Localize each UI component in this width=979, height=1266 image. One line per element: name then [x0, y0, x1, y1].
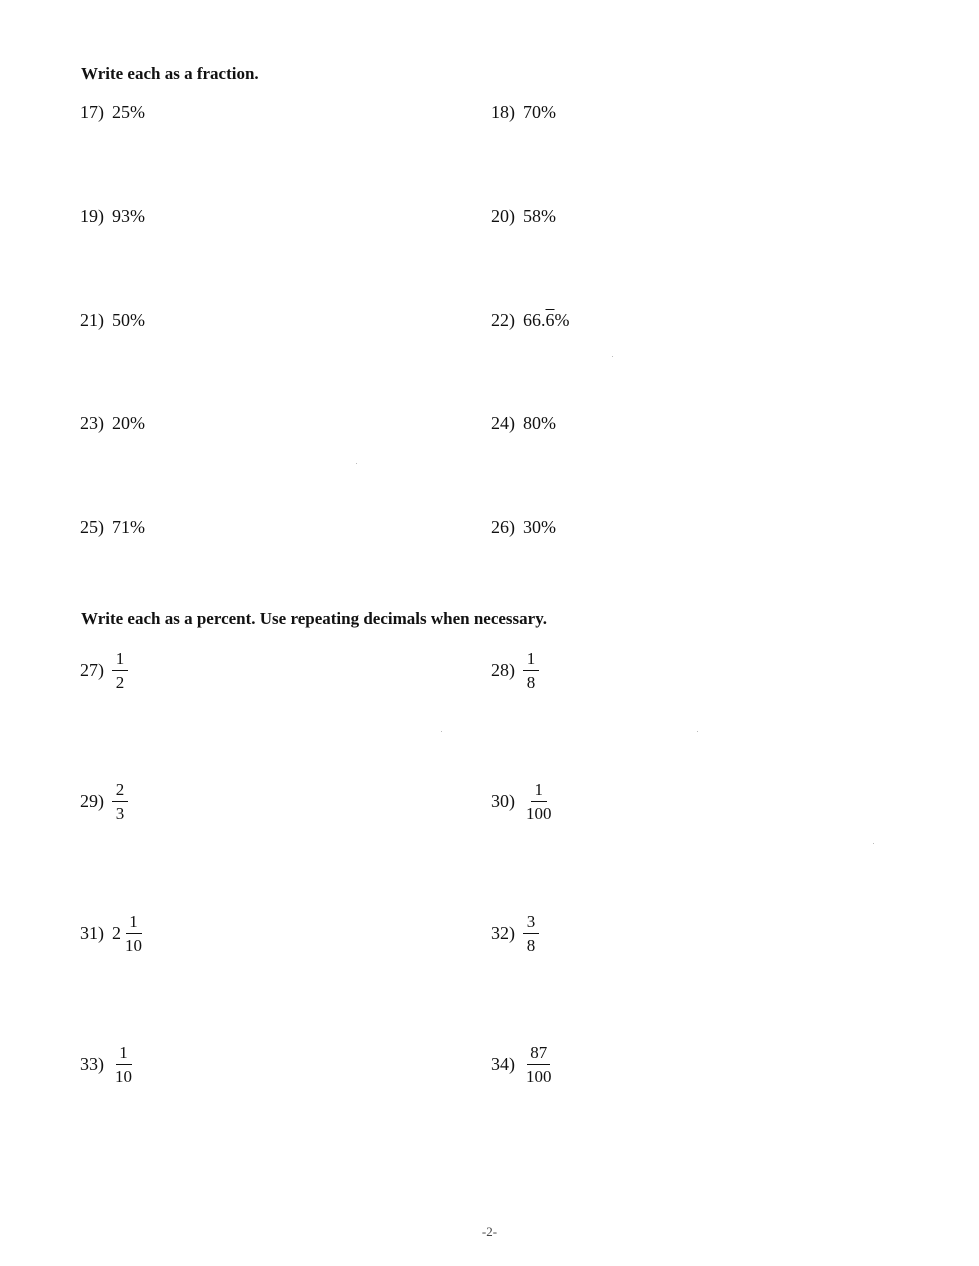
- problem-number: 19): [80, 206, 104, 226]
- numerator: 1: [116, 1044, 132, 1065]
- value-suffix: %: [554, 310, 570, 330]
- page-number: -2-: [481, 1224, 498, 1239]
- numerator: 2: [112, 781, 128, 802]
- problem-number: 28): [491, 660, 515, 680]
- problem-number: 33): [80, 1054, 104, 1074]
- problem-32: [491, 913, 539, 954]
- denominator: 10: [125, 936, 142, 955]
- scan-speck: [356, 463, 357, 464]
- problem-18: [491, 102, 556, 123]
- problem-23: [80, 413, 145, 434]
- scan-speck: [612, 356, 613, 357]
- problem-21: [80, 310, 145, 331]
- numerator: 3: [523, 913, 539, 934]
- problem-22: [491, 310, 570, 331]
- problem-26: [491, 517, 556, 538]
- problem-value: 30%: [523, 517, 556, 537]
- problem-17: [80, 102, 145, 123]
- denominator: 2: [115, 673, 125, 692]
- problem-value: 71%: [112, 517, 145, 537]
- problem-number: 21): [80, 310, 104, 330]
- fraction: [523, 1044, 555, 1085]
- value-prefix: 66.: [523, 310, 546, 330]
- denominator: 8: [526, 936, 536, 955]
- scan-speck: [873, 843, 874, 844]
- fraction: [122, 913, 145, 954]
- problem-34: [491, 1044, 555, 1085]
- denominator: 8: [526, 673, 536, 692]
- problem-number: 32): [491, 923, 515, 943]
- problem-30: [491, 781, 555, 822]
- problem-number: 29): [80, 791, 104, 811]
- denominator: 3: [115, 804, 125, 823]
- scan-speck: [697, 731, 698, 732]
- numerator: 1: [523, 650, 539, 671]
- section1-instruction: Write each as a fraction.: [81, 64, 259, 83]
- numerator: 1: [531, 781, 547, 802]
- problem-24: [491, 413, 556, 434]
- problem-value: 70%: [523, 102, 556, 122]
- problem-31: [80, 913, 145, 954]
- problem-value: [523, 310, 570, 331]
- problem-number: 25): [80, 517, 104, 537]
- problem-number: 20): [491, 206, 515, 226]
- problem-value: 25%: [112, 102, 145, 122]
- problem-value: 58%: [523, 206, 556, 226]
- problem-number: 31): [80, 923, 104, 943]
- problem-value: 93%: [112, 206, 145, 226]
- problem-20: [491, 206, 556, 227]
- fraction: [112, 781, 128, 822]
- problem-33: [80, 1044, 135, 1085]
- numerator: 1: [126, 913, 142, 934]
- denominator: 100: [526, 804, 552, 823]
- problem-number: 23): [80, 413, 104, 433]
- problem-number: 27): [80, 660, 104, 680]
- problem-number: 24): [491, 413, 515, 433]
- numerator: 87: [527, 1044, 550, 1065]
- problem-number: 18): [491, 102, 515, 122]
- section2-instruction: Write each as a percent. Use repeating decimals when necessary.: [81, 609, 548, 628]
- problem-number: 17): [80, 102, 104, 122]
- whole-number: 2: [112, 923, 121, 943]
- fraction: [523, 650, 539, 691]
- scan-speck: [441, 731, 442, 732]
- fraction: [112, 1044, 135, 1085]
- problem-29: [80, 781, 128, 822]
- problem-25: [80, 517, 145, 538]
- problem-19: [80, 206, 145, 227]
- problem-number: 30): [491, 791, 515, 811]
- fraction: [523, 781, 555, 822]
- problem-27: [80, 650, 128, 691]
- repeating-digit: 6: [545, 310, 555, 330]
- problem-value: 80%: [523, 413, 556, 433]
- numerator: 1: [112, 650, 128, 671]
- problem-number: 22): [491, 310, 515, 330]
- problem-28: [491, 650, 539, 691]
- fraction: [112, 650, 128, 691]
- denominator: 10: [115, 1067, 132, 1086]
- denominator: 100: [526, 1067, 552, 1086]
- fraction: [523, 913, 539, 954]
- problem-number: 26): [491, 517, 515, 537]
- problem-number: 34): [491, 1054, 515, 1074]
- problem-value: 50%: [112, 310, 145, 330]
- problem-value: 20%: [112, 413, 145, 433]
